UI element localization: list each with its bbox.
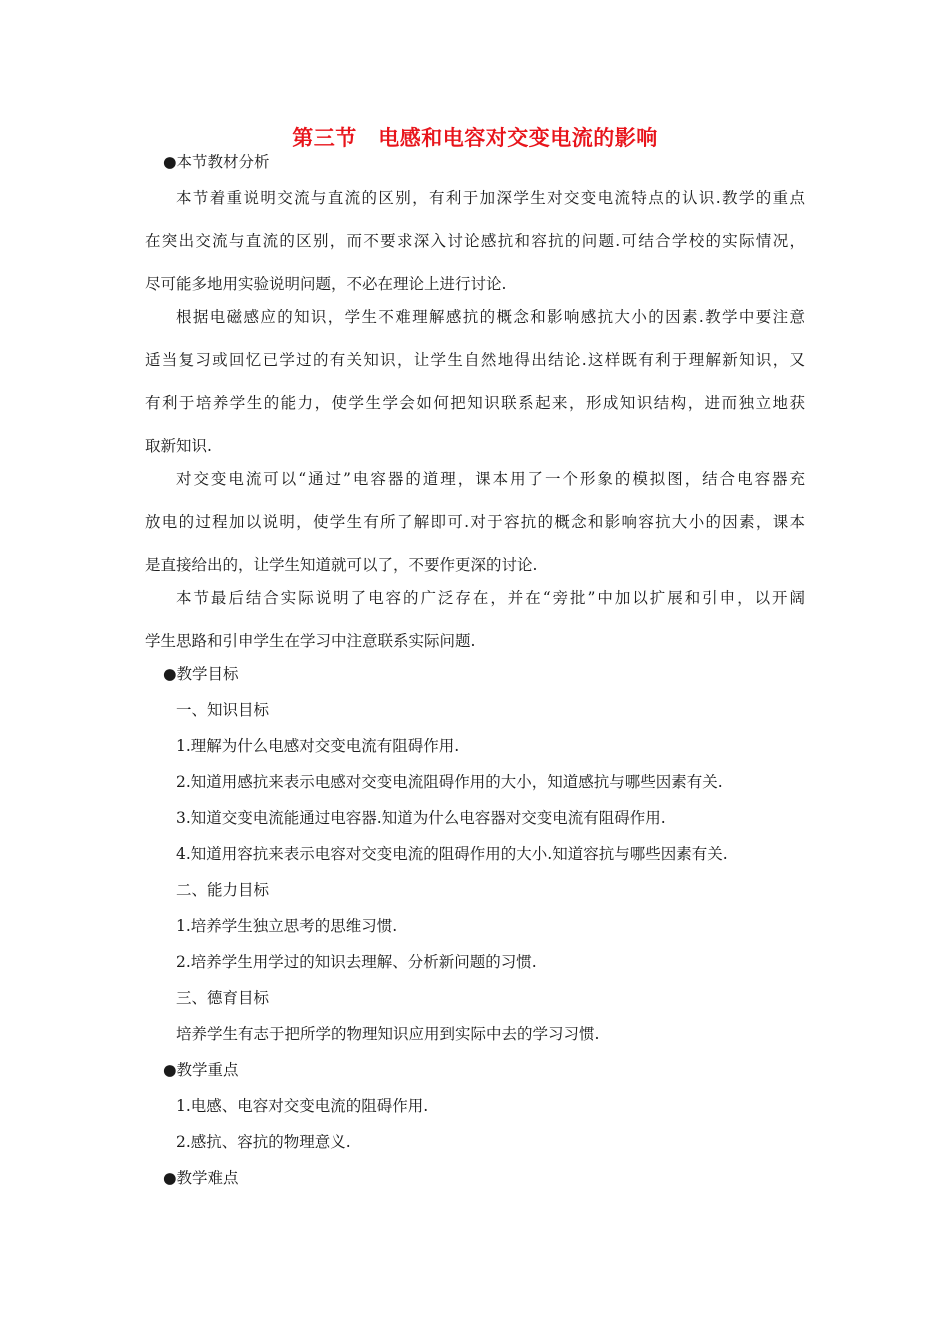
paragraph-line: 有利于培养学生的能力，使学生学会如何把知识联系起来，形成知识结构，进而独立地获 [145,394,805,412]
paragraph-line: 本节最后结合实际说明了电容的广泛存在，并在“旁批”中加以扩展和引申，以开阔 [176,589,805,607]
section-heading-analysis: ●本节教材分析 [163,153,270,171]
list-item: 2.培养学生用学过的知识去理解、分析新问题的习惯. [176,953,537,971]
section-heading-key-points: ●教学重点 [163,1061,239,1079]
list-item: 1.理解为什么电感对交变电流有阻碍作用. [176,737,460,755]
list-item: 1.培养学生独立思考的思维习惯. [176,917,398,935]
subheading-ability: 二、能力目标 [176,881,270,899]
list-item: 4.知道用容抗来表示电容对交变电流的阻碍作用的大小.知道容抗与哪些因素有关. [176,845,728,863]
list-item: 1.电感、电容对交变电流的阻碍作用. [176,1097,429,1115]
list-item: 2.知道用感抗来表示电感对交变电流阻碍作用的大小，知道感抗与哪些因素有关. [176,773,723,791]
paragraph-line: 取新知识. [145,437,212,455]
section-heading-goals: ●教学目标 [163,665,239,683]
paragraph-line: 是直接给出的，让学生知道就可以了，不要作更深的讨论. [145,556,538,574]
paragraph-line: 学生思路和引申学生在学习中注意联系实际问题. [145,632,476,650]
paragraph-line: 尽可能多地用实验说明问题，不必在理论上进行讨论. [145,275,507,293]
paragraph-line: 在突出交流与直流的区别，而不要求深入讨论感抗和容抗的问题.可结合学校的实际情况， [145,232,805,250]
paragraph-line: 放电的过程加以说明，使学生有所了解即可.对于容抗的概念和影响容抗大小的因素，课本 [145,513,805,531]
paragraph-line: 根据电磁感应的知识，学生不难理解感抗的概念和影响感抗大小的因素.教学中要注意 [176,308,805,326]
section-heading-difficulties: ●教学难点 [163,1169,239,1187]
moral-text: 培养学生有志于把所学的物理知识应用到实际中去的学习习惯. [176,1025,600,1043]
page-title: 第三节 电感和电容对交变电流的影响 [292,126,658,150]
subheading-knowledge: 一、知识目标 [176,701,270,719]
list-item: 3.知道交变电流能通过电容器.知道为什么电容器对交变电流有阻碍作用. [176,809,666,827]
paragraph-line: 对交变电流可以“通过”电容器的道理，课本用了一个形象的模拟图，结合电容器充 [176,470,805,488]
paragraph-line: 本节着重说明交流与直流的区别，有利于加深学生对交变电流特点的认识.教学的重点 [176,189,805,207]
list-item: 2.感抗、容抗的物理意义. [176,1133,351,1151]
subheading-moral: 三、德育目标 [176,989,270,1007]
paragraph-line: 适当复习或回忆已学过的有关知识，让学生自然地得出结论.这样既有利于理解新知识，又 [145,351,805,369]
